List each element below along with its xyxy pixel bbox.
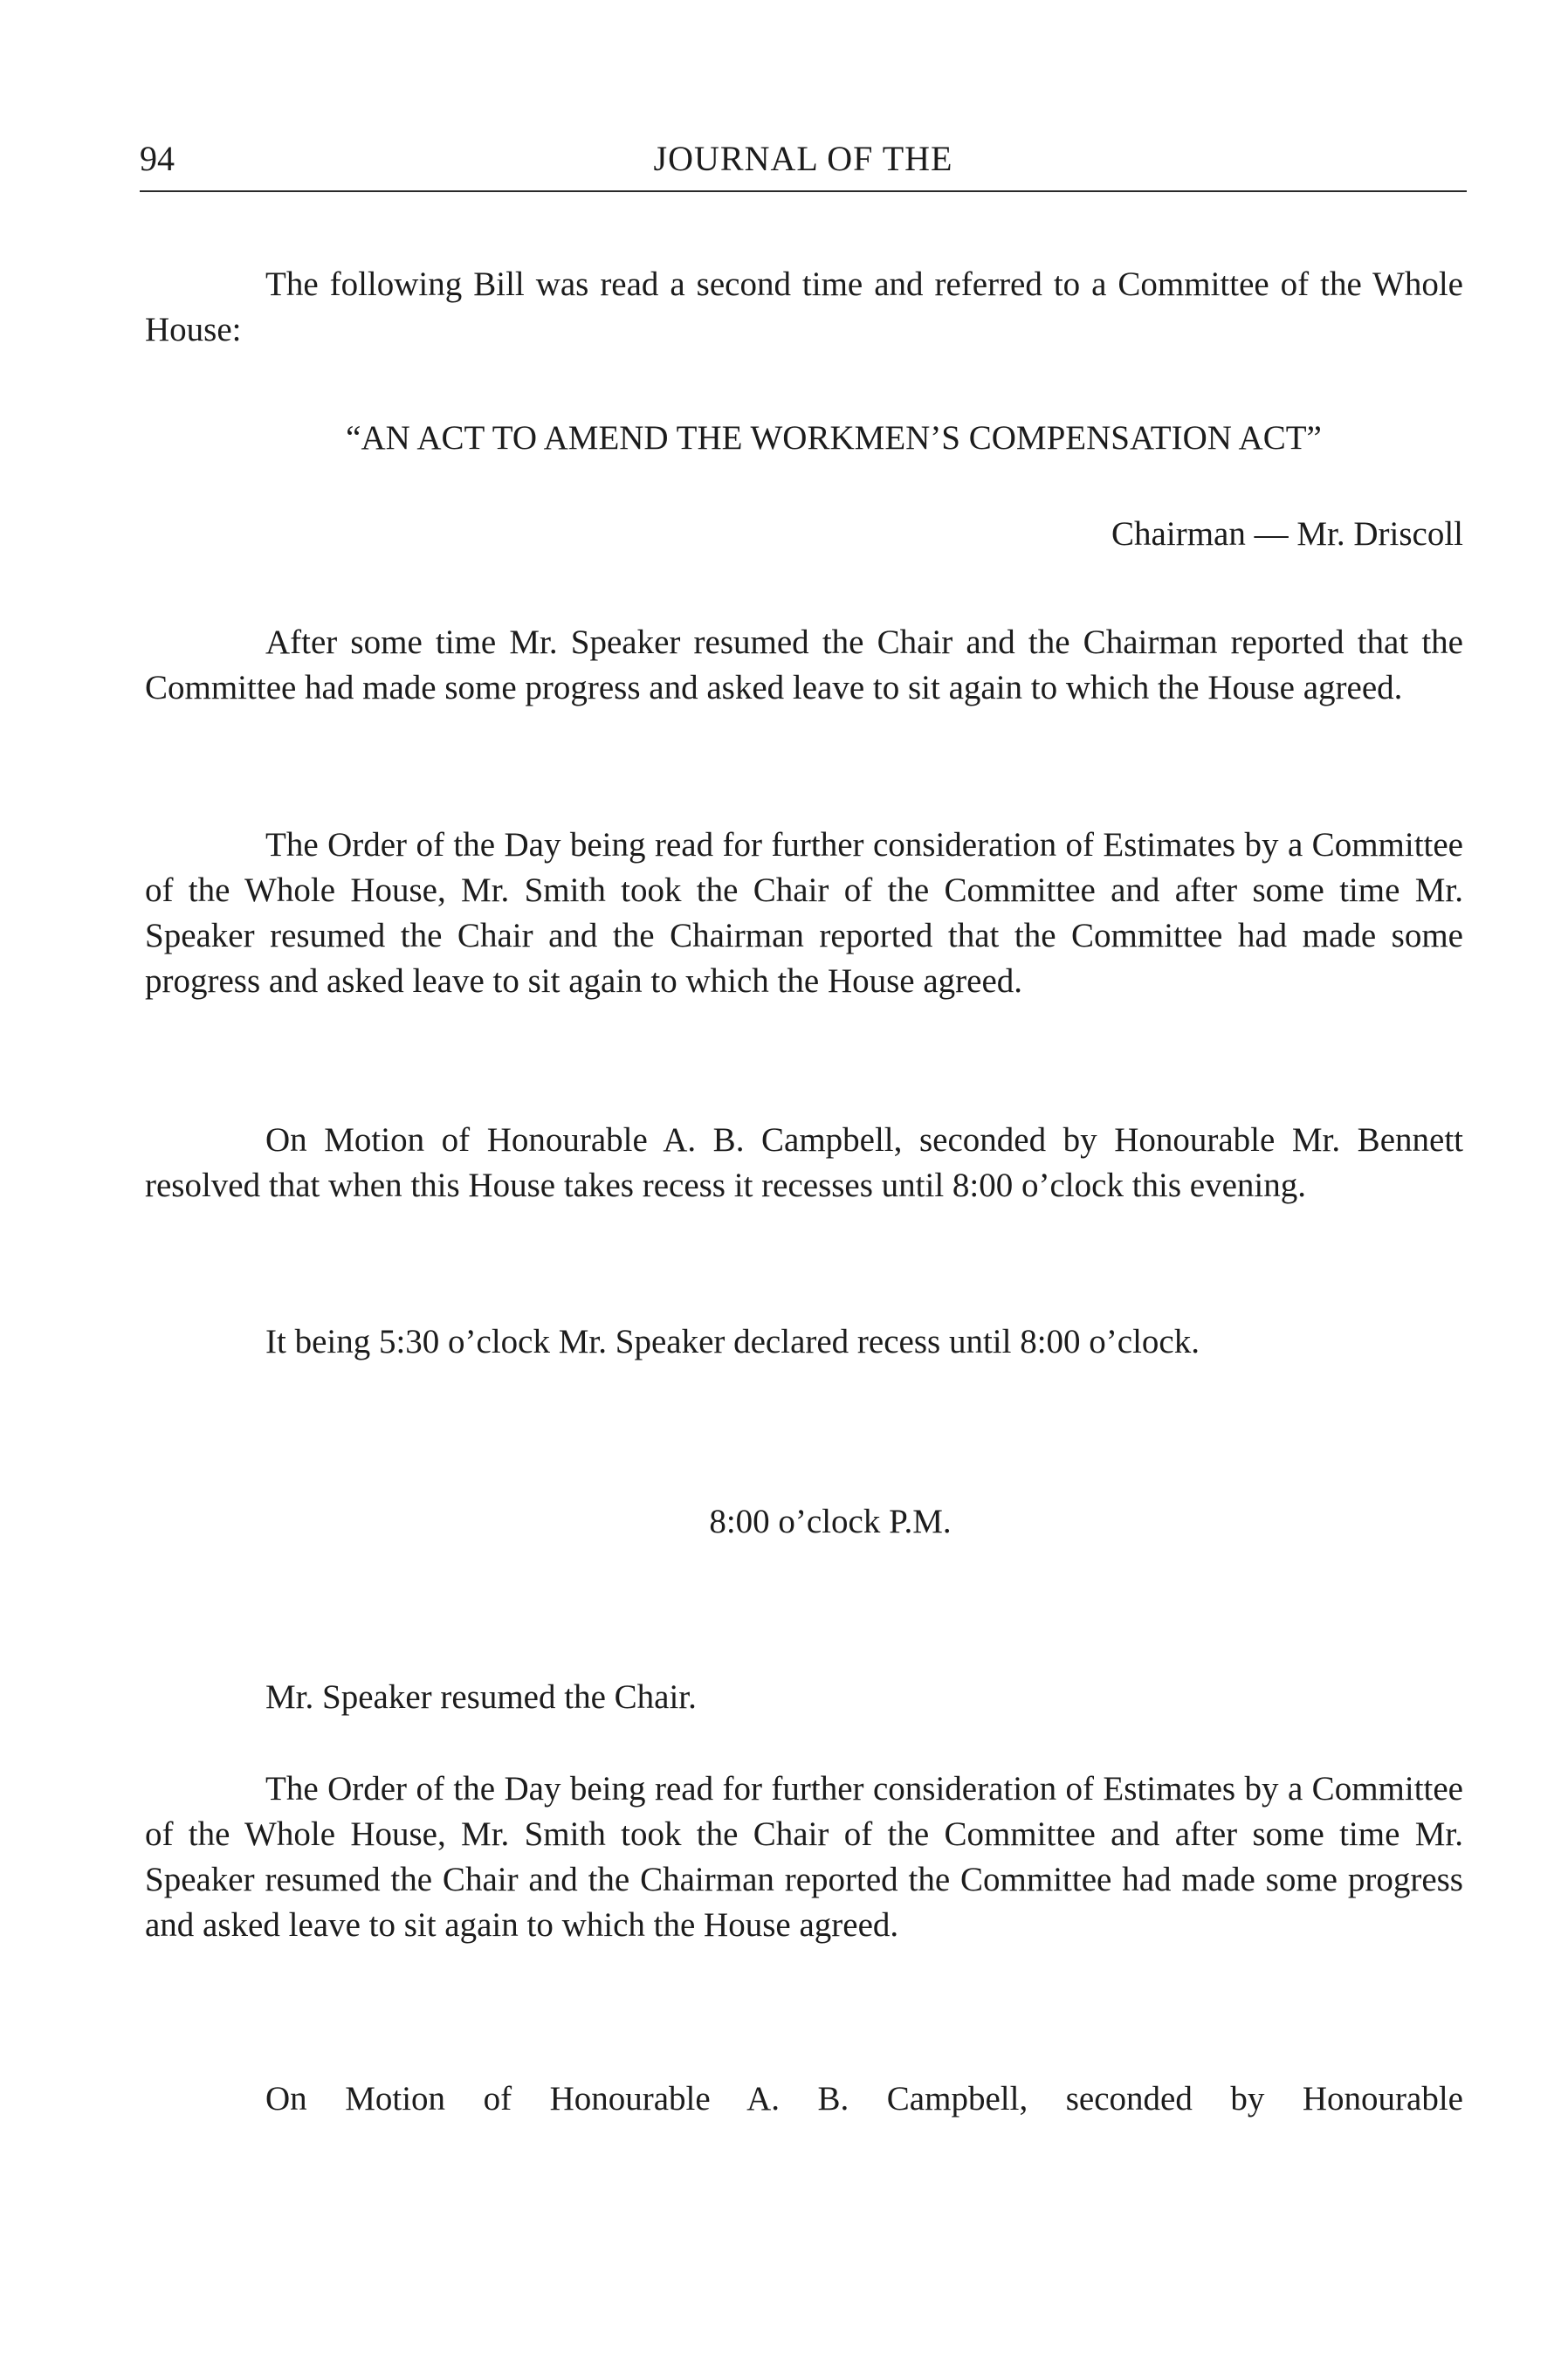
evening-session-heading: 8:00 o’clock P.M. — [709, 1503, 952, 1540]
paragraph-motion-continued: On Motion of Honourable A. B. Campbell, seconded by Honourable — [265, 2080, 1463, 2118]
paragraph-estimates-first: The Order of the Day being read for further consideration of Estimates by a Committee of the Whole House, Mr. Smith took the Chair of the Committee and after some time Mr. Speaker resumed the Chair and the Chairman reported that the Committee had made some progress and asked leave to sit again to which the House agreed. — [145, 826, 1463, 1000]
paragraph-bill-second-reading: The following Bill was read a second time and referred to a Committee of the Whole House: — [145, 265, 1463, 348]
running-head: JOURNAL OF THE — [653, 139, 953, 178]
bill-title: “AN ACT TO AMEND THE WORKMEN’S COMPENSATION ACT” — [346, 419, 1322, 457]
paragraph-recess-declared: It being 5:30 o’clock Mr. Speaker declared recess until 8:00 o’clock. — [265, 1323, 1200, 1360]
paragraph-recess-motion: On Motion of Honourable A. B. Campbell, seconded by Honourable Mr. Bennett resolved that when this House takes recess it recesses until 8:00 o’clock this evening. — [145, 1121, 1463, 1204]
paragraph-speaker-resumed: Mr. Speaker resumed the Chair. — [265, 1678, 697, 1716]
committee-chairman: Chairman — Mr. Driscoll — [1111, 515, 1463, 553]
paragraph-committee-report: After some time Mr. Speaker resumed the Chair and the Chairman reported that the Committee had made some progress and asked leave to sit again to which the House agreed. — [145, 623, 1463, 706]
page-number: 94 — [140, 139, 175, 178]
page-header — [140, 138, 1467, 192]
paragraph-estimates-second: The Order of the Day being read for further consideration of Estimates by a Committee of the Whole House, Mr. Smith took the Chair of the Committee and after some time Mr. Speaker resumed the Chair and the Chairman reported the Committee had made some progress and asked leave to sit again to which the House agreed. — [145, 1770, 1463, 1944]
